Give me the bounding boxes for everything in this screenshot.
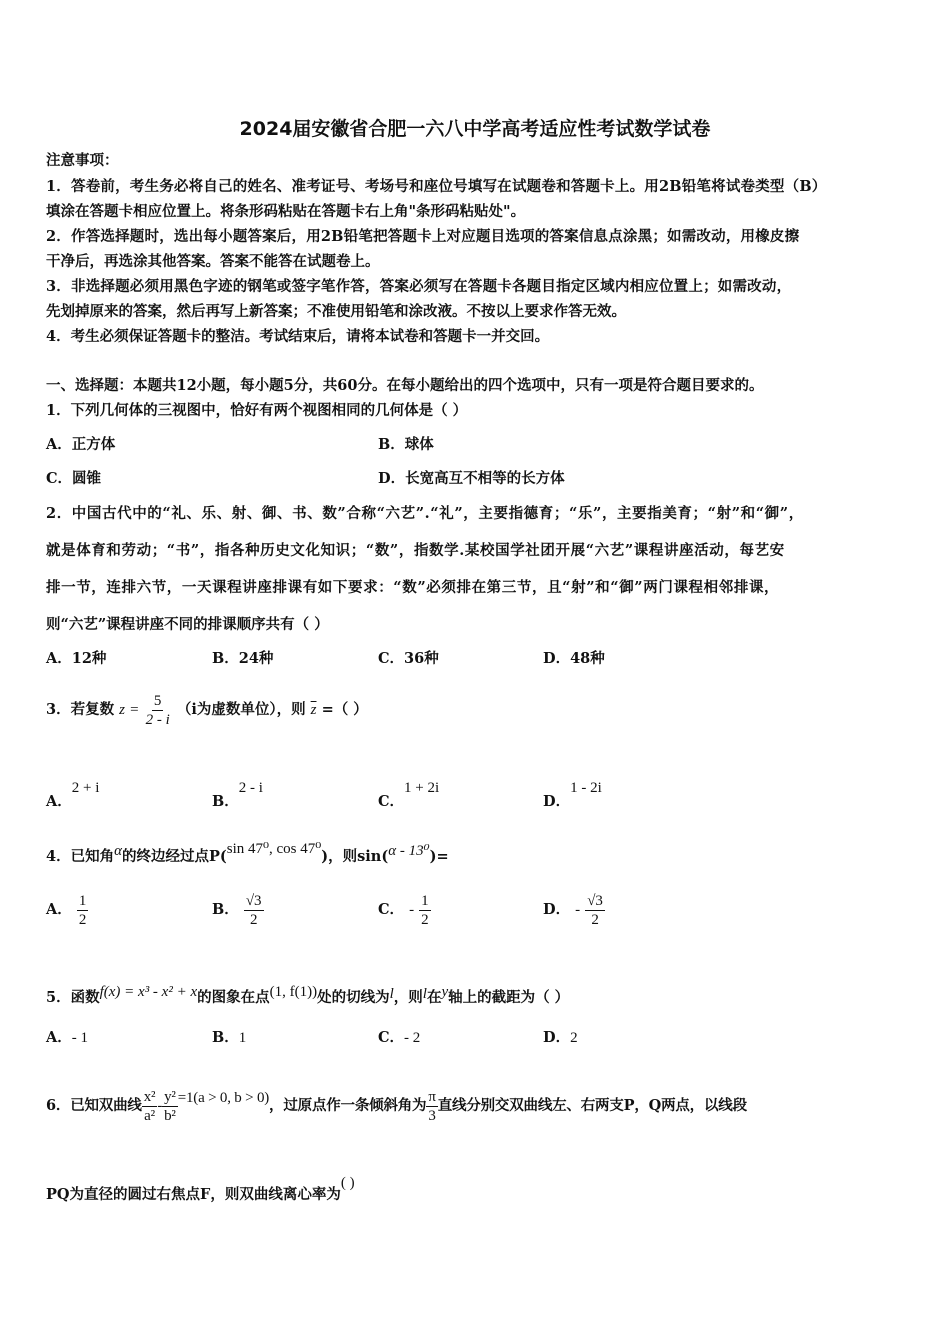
q4-d-label: D． (543, 901, 571, 918)
q5-y: y (441, 984, 449, 1000)
question-2-line: 就是体育和劳动；“书”，指各种历史文化知识；“数”，指数学.某校国学社团开展“六艺”课程讲座活动，每艺安 (46, 542, 785, 559)
q3-eq: = (130, 702, 139, 718)
q1-option-a: A．正方体 (46, 436, 116, 453)
q5-l: l (389, 986, 394, 1002)
q3-option-c (378, 770, 439, 820)
notice-heading: 注意事项： (46, 152, 119, 169)
q5-b-label: B． (212, 1029, 239, 1046)
q6-x-den: a² (144, 1107, 155, 1124)
q4-arg: α - 13⁰ (388, 843, 430, 859)
q4-b-label: B． (212, 901, 239, 918)
q1-option-c: C．圆锥 (46, 470, 102, 487)
q6-line2: PQ为直径的圆过右焦点F，则双曲线离心率为 (46, 1186, 341, 1203)
q4-b-fraction (244, 892, 264, 929)
q3-option-d (543, 770, 602, 820)
q3-fraction-num: 5 (153, 692, 162, 709)
q4-prefix: 4．已知角 (46, 848, 115, 865)
question-2-line: 排一节，连排六节，一天课程讲座排课有如下要求：“数”必须排在第三节，且“射”和“御”两门课程相邻排课， (46, 579, 780, 596)
q3-c-value: 1 + 2i (404, 780, 440, 796)
q5-tail: 轴上的截距为（ ） (448, 989, 570, 1006)
q5-mid: 的图象在点 (197, 989, 270, 1006)
notice-line: 1．答卷前，考生务必将自己的姓名、准考证号、考场号和座位号填写在试题卷和答题卡上。用2B铅笔将试卷类型（B） (46, 178, 827, 195)
q4-alpha: α (114, 843, 122, 859)
question-6-stem (46, 1068, 747, 1136)
q3-z: z (119, 702, 125, 718)
page-title: 2024届安徽省合肥一六八中学高考适应性考试数学试卷 (239, 118, 711, 140)
q4-d-num: √3 (587, 892, 603, 909)
notice-line: 4．考生必须保证答题卡的整洁。考试结束后，请将本试卷和答题卡一并交回。 (46, 328, 550, 345)
q6-mid: ，过原点作一条倾斜角为 (269, 1097, 427, 1114)
q3-mid: （i为虚数单位），则 (176, 701, 306, 718)
q3-b-value: 2 - i (238, 780, 263, 796)
q4-c-fraction (419, 892, 431, 929)
q4-mid2: )，则sin( (321, 848, 389, 865)
notice-line: 2．作答选择题时，选出每小题答案后，用2B铅笔把答题卡上对应题目选项的答案信息点涂黑；如需改动，用橡皮擦 (46, 228, 800, 245)
q4-c-sign: - (409, 902, 415, 918)
q2-option-c: C．36种 (378, 650, 439, 667)
q6-pi-den: 3 (428, 1107, 436, 1124)
q4-option-d (543, 890, 605, 930)
q3-a-value: 2 + i (71, 780, 100, 796)
q6-y-den: b² (164, 1107, 176, 1124)
q5-mid4: 在 (426, 989, 442, 1006)
q1-option-b: B．球体 (378, 436, 434, 453)
q4-a-label: A． (46, 901, 72, 918)
q5-option-b (212, 1028, 246, 1048)
q3-a-label: A． (46, 793, 72, 810)
q5-c-label: C． (378, 1029, 405, 1046)
q5-option-c (378, 1028, 420, 1048)
q3-fraction (144, 692, 172, 729)
q5-mid3: ，则 (393, 989, 423, 1006)
q5-b-value: 1 (238, 1030, 247, 1046)
q4-c-num: 1 (421, 892, 429, 909)
q5-c-value: - 2 (404, 1030, 421, 1046)
question-2-line: 则“六艺”课程讲座不同的排课顺序共有（ ） (46, 616, 329, 633)
q2-option-a: A．12种 (46, 650, 107, 667)
q5-d-label: D． (543, 1029, 571, 1046)
q6-paren: ( ) (340, 1175, 355, 1191)
q4-d-sign: - (575, 902, 581, 918)
notice-line: 干净后，再选涂其他答案。答案不能答在试题卷上。 (46, 253, 380, 270)
q6-cond: =1(a > 0, b > 0) (177, 1090, 270, 1106)
q4-option-c (378, 890, 431, 930)
q3-c-label: C． (378, 793, 405, 810)
q6-pi-fraction (426, 1088, 437, 1125)
q5-mid2: 处的切线为 (317, 989, 390, 1006)
q4-c-label: C． (378, 901, 405, 918)
q4-a-fraction (77, 892, 89, 929)
q4-d-den: 2 (591, 911, 599, 928)
notice-line: 3．非选择题必须用黑色字迹的钢笔或签字笔作答，答案必须写在答题卡各题目指定区域内相应位置上；如需改动， (46, 278, 792, 295)
q5-option-a (46, 1028, 88, 1048)
q6-minus: - (157, 1098, 163, 1114)
q5-l2: l (422, 986, 427, 1002)
q3-option-b (212, 770, 263, 820)
q4-a-den: 2 (78, 911, 87, 928)
q4-b-den: 2 (249, 911, 258, 928)
question-6-line2 (46, 1166, 355, 1212)
q4-b-num: √3 (245, 892, 262, 909)
q1-option-d: D．长宽高互不相等的长方体 (378, 470, 565, 487)
q2-option-d: D．48种 (543, 650, 605, 667)
q6-x-fraction (142, 1088, 158, 1125)
q4-option-a (46, 890, 88, 930)
q3-zbar: $\overline{z}$ (310, 702, 317, 718)
q4-point: sin 47⁰, cos 47⁰ (226, 841, 322, 857)
q5-a-label: A． (46, 1029, 72, 1046)
q3-option-a (46, 770, 99, 820)
q4-tail: )= (429, 848, 449, 865)
q3-prefix: 3．若复数 (46, 701, 115, 718)
q4-c-den: 2 (421, 911, 429, 928)
section-heading: 一、选择题：本题共12小题，每小题5分，共60分。在每小题给出的四个选项中，只有一项是符合题目要求的。 (46, 377, 764, 394)
question-3-stem (46, 690, 368, 730)
q5-option-d (543, 1028, 578, 1048)
question-5-stem (46, 975, 569, 1015)
question-1-stem: 1．下列几何体的三视图中，恰好有两个视图相同的几何体是（ ） (46, 402, 468, 419)
q6-prefix: 6．已知双曲线 (46, 1097, 142, 1114)
q5-d-value: 2 (570, 1030, 578, 1046)
q5-a-value: - 1 (71, 1030, 89, 1046)
q3-tail: =（ ） (321, 701, 368, 718)
question-4-stem (46, 832, 449, 874)
q5-func: f(x) = x³ - x² + x (99, 984, 198, 1000)
q3-b-label: B． (212, 793, 239, 810)
q4-mid: 的终边经过点P( (121, 848, 227, 865)
q3-d-label: D． (543, 793, 571, 810)
q6-pi-num: π (428, 1088, 436, 1105)
q6-y-num: y² (164, 1088, 176, 1105)
q6-x-num: x² (143, 1088, 156, 1105)
q4-a-num: 1 (78, 892, 87, 909)
q5-point: (1, f(1)) (269, 984, 318, 1000)
q3-fraction-den: 2 - i (145, 711, 170, 728)
q4-d-fraction (585, 892, 605, 929)
q5-prefix: 5．函数 (46, 989, 100, 1006)
question-2-line: 2．中国古代中的“礼、乐、射、御、书、数”合称“六艺”.“礼”，主要指德育；“乐”，主要指美育；“射”和“御”， (46, 505, 804, 522)
q2-option-b: B．24种 (212, 650, 274, 667)
notice-line: 先划掉原来的答案，然后再写上新答案；不准使用铅笔和涂改液。不按以上要求作答无效。 (46, 303, 626, 320)
q6-tail: 直线分别交双曲线左、右两支P，Q两点，以线段 (437, 1097, 747, 1114)
notice-line: 填涂在答题卡相应位置上。将条形码粘贴在答题卡右上角"条形码粘贴处"。 (46, 203, 526, 220)
q4-option-b (212, 890, 264, 930)
q3-d-value: 1 - 2i (570, 780, 602, 796)
q6-y-fraction (162, 1088, 178, 1125)
